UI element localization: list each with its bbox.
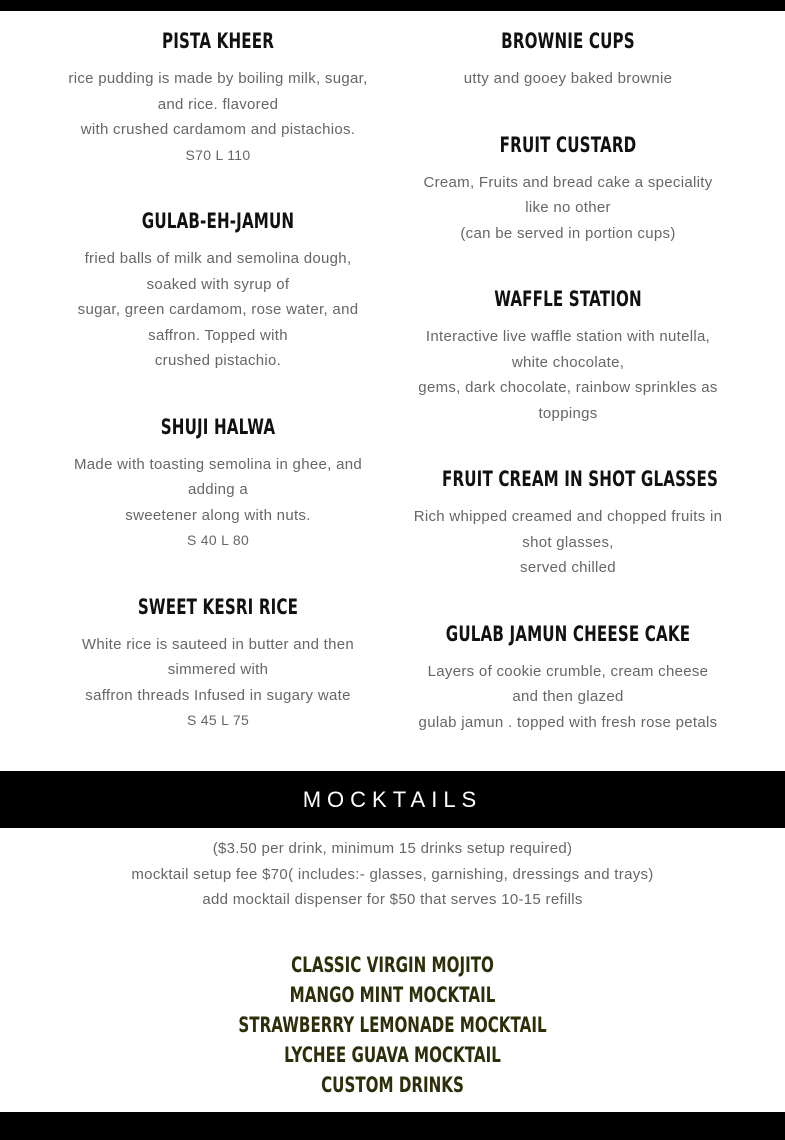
description-line: crushed pistachio. bbox=[154, 352, 282, 369]
description-line: sugar, green cardamom, rose water, and bbox=[77, 301, 359, 318]
menu-item-description bbox=[393, 504, 743, 581]
menu-item-description bbox=[393, 659, 743, 736]
description-line: fried balls of milk and semolina dough, bbox=[84, 250, 352, 267]
menu-item bbox=[43, 204, 393, 374]
mocktail-info-line: ($3.50 per drink, minimum 15 drinks setup required) bbox=[212, 840, 573, 857]
top-black-bar bbox=[0, 0, 785, 11]
description-line: shot glasses, bbox=[522, 533, 614, 551]
menu-item bbox=[393, 617, 743, 736]
mocktails-heading-band bbox=[0, 771, 785, 828]
menu-item bbox=[393, 282, 743, 426]
description-line: soaked with syrup of bbox=[146, 275, 290, 293]
description-line: sweetener along with nuts. bbox=[125, 506, 311, 524]
mocktail-drink-name: CUSTOM DRINKS bbox=[321, 1073, 464, 1097]
mocktails-heading: MOCKTAILS bbox=[302, 787, 483, 812]
dessert-column-right bbox=[393, 24, 743, 735]
description-line: White rice is sauteed in butter and then bbox=[81, 635, 355, 653]
menu-item bbox=[43, 24, 393, 168]
menu-item bbox=[43, 410, 393, 554]
dessert-column-left bbox=[43, 24, 393, 734]
menu-item-description bbox=[43, 66, 393, 168]
menu-item-description bbox=[43, 632, 393, 734]
menu-item-title: FRUIT CUSTARD bbox=[499, 132, 637, 157]
menu-item bbox=[393, 462, 743, 581]
menu-item-title: SWEET KESRI RICE bbox=[137, 594, 299, 619]
menu-item-price: S 40 L 80 bbox=[186, 532, 250, 548]
menu-item-title: BROWNIE CUPS bbox=[501, 29, 635, 53]
mocktail-info-line: add mocktail dispenser for $50 that serves 10-15 refills bbox=[202, 891, 583, 908]
description-line: rice pudding is made by boiling milk, sugar, bbox=[68, 70, 368, 87]
mocktail-info-line: mocktail setup fee $70( includes:- glasses, garnishing, dressings and trays) bbox=[131, 865, 654, 883]
menu-item-description bbox=[43, 452, 393, 554]
description-line: toppings bbox=[538, 404, 598, 422]
mocktail-drink-name: LYCHEE GUAVA MOCKTAIL bbox=[284, 1043, 501, 1067]
description-line: gems, dark chocolate, rainbow sprinkles as bbox=[418, 379, 718, 396]
mocktail-drink-name: STRAWBERRY LEMONADE MOCKTAIL bbox=[238, 1013, 547, 1037]
menu-item bbox=[43, 590, 393, 734]
description-line: Cream, Fruits and bread cake a speciality bbox=[423, 173, 713, 191]
description-line: saffron threads Infused in sugary wate bbox=[85, 686, 351, 704]
mocktail-drink-name: CLASSIC VIRGIN MOJITO bbox=[291, 953, 494, 977]
mocktail-drink-list bbox=[0, 950, 785, 1100]
description-line: like no other bbox=[525, 199, 611, 216]
description-line: Interactive live waffle station with nutella, bbox=[425, 328, 711, 345]
description-line: (can be served in portion cups) bbox=[460, 224, 676, 242]
description-line: utty and gooey baked brownie bbox=[463, 70, 673, 87]
menu-item-description bbox=[393, 66, 743, 92]
description-line: white chocolate, bbox=[511, 353, 625, 371]
bottom-black-bar bbox=[0, 1112, 785, 1140]
menu-item-title: WAFFLE STATION bbox=[494, 287, 642, 311]
description-line: and rice. flavored bbox=[157, 95, 279, 113]
menu-item-price: S 45 L 75 bbox=[186, 712, 250, 728]
menu-item-title: GULAB-EH-JAMUN bbox=[141, 209, 295, 233]
description-line: with crushed cardamom and pistachios. bbox=[80, 121, 356, 138]
menu-item-price: S70 L 110 bbox=[185, 146, 251, 163]
menu-item bbox=[393, 24, 743, 92]
description-line: simmered with bbox=[167, 661, 269, 678]
description-line: Made with toasting semolina in ghee, and bbox=[73, 455, 362, 473]
description-line: and then glazed bbox=[512, 688, 624, 705]
mocktail-drink-name: MANGO MINT MOCKTAIL bbox=[289, 983, 496, 1007]
description-line: Layers of cookie crumble, cream cheese bbox=[427, 662, 709, 680]
description-line: Rich whipped creamed and chopped fruits in bbox=[413, 508, 723, 525]
description-line: saffron. Topped with bbox=[148, 326, 288, 344]
menu-item-title: SHUJI HALWA bbox=[160, 414, 276, 439]
menu-item-description bbox=[43, 246, 393, 374]
menu-item-title: GULAB JAMUN CHEESE CAKE bbox=[445, 621, 691, 646]
description-line: adding a bbox=[188, 481, 248, 498]
menu-item-description bbox=[393, 170, 743, 247]
menu-item-description bbox=[393, 324, 743, 426]
menu-item-title: PISTA KHEER bbox=[162, 29, 274, 53]
description-line: served chilled bbox=[520, 559, 616, 576]
menu-item-title: FRUIT CREAM IN SHOT GLASSES bbox=[442, 467, 719, 491]
menu-item bbox=[393, 128, 743, 247]
description-line: gulab jamun . topped with fresh rose petals bbox=[418, 713, 718, 731]
mocktail-pricing-info bbox=[0, 836, 785, 913]
